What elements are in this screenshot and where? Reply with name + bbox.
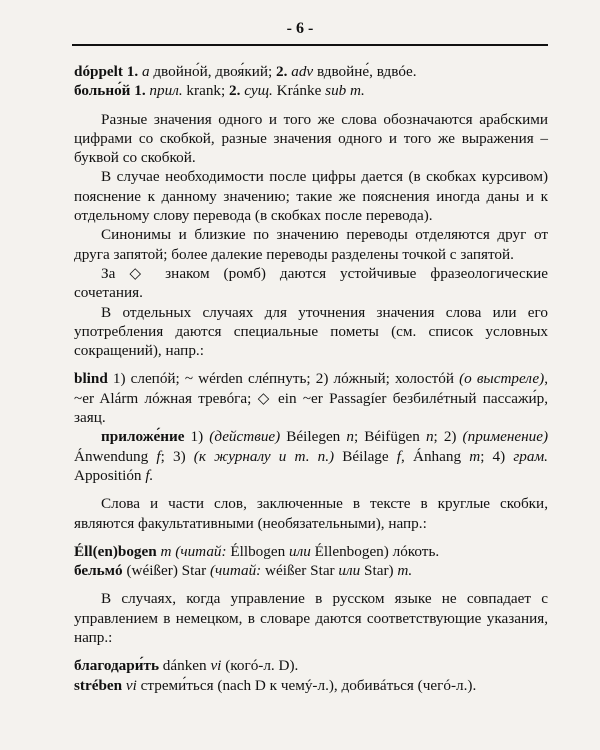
headword: благодари́ть — [74, 657, 159, 675]
italic-label: (к журналу и т. п.) — [193, 447, 335, 465]
entry-blind: blind 1) слепóй; ~ wérden слéпнуть; 2) лóжный; холостóй (о выстреле), ~er Alárm лóжная тревóга; ◇ ein ~er Passagíer безбилéтный пассажи́р, заяц. — [74, 370, 548, 427]
italic-label: m (читай: — [160, 542, 227, 560]
entry-belmo: бельмó (wéißer) Star (читай: wéißer Star или Star) m. — [74, 562, 413, 580]
italic-label: n — [346, 428, 354, 446]
entry-doppelt: dóppelt 1. а двойно́й, двоя́кий; 2. adv вдвойне́, вдвóе. — [74, 63, 417, 80]
bold-number: 2. — [276, 63, 288, 80]
page-number: - 6 - — [286, 20, 314, 37]
header-rule — [72, 44, 548, 46]
headword: Éll(en)bogen — [74, 542, 157, 560]
entry-ellenbogen: Éll(en)bogen m (читай: Éllbogen или Éllenbogen) лóкоть. — [74, 542, 440, 560]
entry-bolnoy: больно́й 1. прил. krank; 2. сущ. Kránke sub m. — [74, 82, 365, 100]
paragraph-government: В случаях, когда управление в русском языке не совпадает с управлением в немецком, в словаре даются соответствующие указания, напр.: — [74, 590, 548, 647]
italic-label: adv — [291, 63, 314, 80]
headword: strében — [74, 676, 123, 694]
italic-label: сущ. — [244, 82, 273, 100]
italic-label: f — [156, 447, 161, 465]
italic-label: vi — [125, 676, 137, 694]
italic-label: (о выстреле) — [459, 370, 545, 388]
paragraph-synonyms: Синонимы и близкие по значению переводы отделяются друг от друга запятой; более далекие переводы разделены точкой с запятой. — [74, 226, 548, 263]
italic-label: vi — [210, 657, 222, 675]
italic-label: f. — [145, 466, 154, 484]
headword: бельмó — [74, 562, 123, 580]
entry-prilozhenie: приложе́ние 1) (действие) Béilegen n; Béifügen n; 2) (применение) Ánwendung f; 3) (к журналу и т. п.) Béilage f, Ánhang m; 4) грам. Appositión f. — [74, 428, 549, 484]
italic-label: n — [425, 428, 434, 446]
italic-label: m — [469, 447, 481, 465]
entry-blagodarit: благодари́ть dánken vi (когó-л. D). — [74, 657, 299, 675]
italic-label: f — [396, 447, 402, 465]
page-text — [74, 62, 548, 695]
paragraph-explanations: В случае необходимости после цифры дается (в скобках курсивом) пояснение к данному значению; такие же пояснения иногда даны и к отдельному слову перевода (в скобках после перевода). — [74, 168, 548, 225]
italic-label: m. — [397, 562, 413, 580]
paragraph-arabic-digits: Разные значения одного и того же слова обозначаются арабскими цифрами со скобкой, разные значения одного и того же выражения – буквой со скобкой. — [74, 110, 548, 167]
headword: приложе́ние — [101, 428, 185, 446]
italic-label: а — [141, 63, 150, 80]
paragraph-optional: Слова и части слов, заключенные в тексте в круглые скобки, являются факультативными (необязательными), напр.: — [74, 495, 548, 532]
paragraph-special-marks: В отдельных случаях для уточнения значения слова или его употребления даются специальные пометы (см. список условных сокращений), напр.: — [74, 303, 548, 360]
italic-label: грам. — [513, 447, 548, 465]
italic-label: или — [289, 542, 311, 560]
italic-label: прил. — [149, 82, 183, 100]
italic-label: (читай: — [209, 562, 262, 580]
italic-label: или — [338, 562, 361, 580]
bold-number: 2. — [229, 82, 241, 100]
italic-label: (действие) — [209, 428, 281, 446]
headword: больно́й 1. — [74, 82, 146, 100]
entry-streben: strében vi стреми́ться (nach D к чемý-л.), добивáться (чегó-л.). — [74, 676, 477, 694]
italic-label: (применение) — [462, 428, 549, 446]
headword: dóppelt 1. — [74, 63, 139, 80]
headword: blind — [74, 370, 108, 388]
paragraph-diamond: За ◇ знаком (ромб) даются устойчивые фразеологические сочетания. — [74, 264, 548, 302]
italic-label: sub m. — [325, 82, 365, 100]
